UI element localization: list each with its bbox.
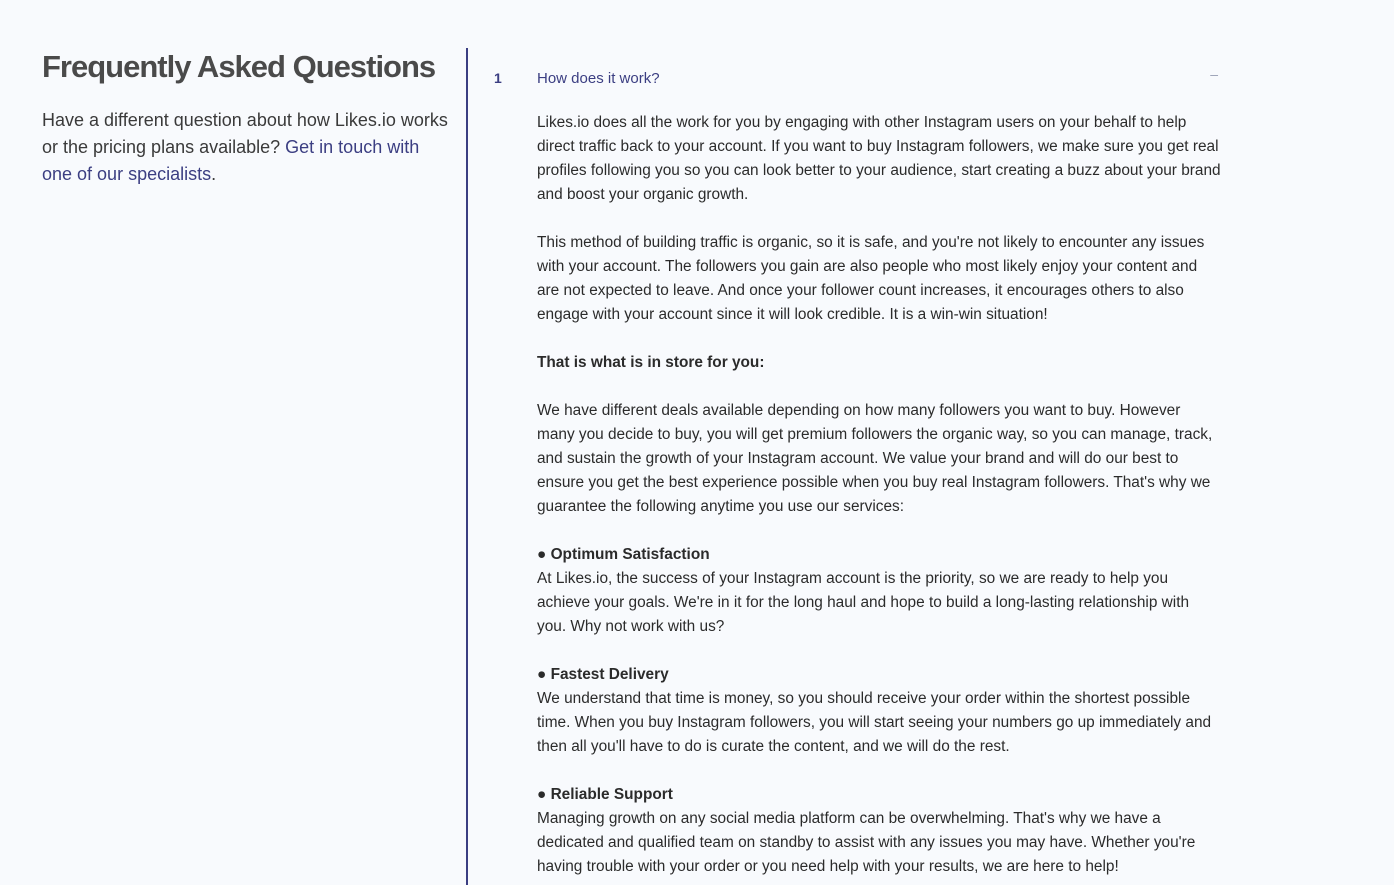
answer-heading: That is what is in store for you: (537, 354, 765, 371)
feature-item (537, 783, 1221, 879)
feature-item (537, 543, 1221, 639)
faq-subtitle-end: . (211, 164, 217, 184)
feature-text: At Likes.io, the success of your Instagram account is the priority, so we are ready to help you achieve your goals. We're in it for the long haul and hope to build a long-lasting relationship with you. Why not work with us? (537, 570, 1190, 635)
contact-specialists-link[interactable]: Get in touch with one of our specialists (42, 137, 420, 184)
feature-title: ● Reliable Support (537, 786, 673, 803)
answer-paragraph: This method of building traffic is organic, so it is safe, and you're not likely to encounter any issues with your account. The followers you gain are also people who most likely enjoy your content and are not expected to leave. And once your follower count increases, it encourages others to also engage with your account since it will look credible. It is a win-win situation! (537, 234, 1205, 323)
answer-paragraph: We have different deals available depending on how many followers you want to buy. However many you decide to buy, you will get premium followers the organic way, so you can manage, track, and sustain the growth of your Instagram account. We value your brand and will do our best to ensure you get the best experience possible when you buy real Instagram followers. That's why we guarantee the following anytime you use our services: (537, 402, 1213, 515)
faq-question-header[interactable] (494, 66, 1224, 94)
faq-accordion (494, 66, 1224, 885)
feature-item (537, 663, 1221, 759)
answer-paragraph: Likes.io does all the work for you by engaging with other Instagram users on your behalf to help direct traffic back to your account. If you want to buy Instagram followers, we make sure you get real profiles following you so you can look better to your audience, start creating a buzz about your brand and boost your organic growth. (537, 114, 1221, 203)
question-text[interactable]: How does it work? (537, 70, 660, 87)
feature-text: Managing growth on any social media platform can be overwhelming. That's why we have a dedicated and qualified team on standby to assist with any issues you may have. Whether you're having trouble with your order or you need help with your results, we are here to help! (537, 810, 1196, 875)
faq-answer (537, 111, 1221, 879)
feature-text: We understand that time is money, so you should receive your order within the shortest possible time. When you buy Instagram followers, you will start seeing your numbers go up immediately and then all you'll have to do is curate the content, and we will do the rest. (537, 690, 1212, 755)
faq-title: Frequently Asked Questions (42, 49, 436, 84)
question-number: 1 (494, 70, 502, 86)
faq-subtitle-text: Have a different question about how Likes.io works or the pricing plans available? (42, 110, 448, 157)
faq-intro (42, 44, 452, 188)
feature-title: ● Fastest Delivery (537, 666, 669, 683)
feature-title: ● Optimum Satisfaction (537, 546, 710, 563)
collapse-icon[interactable]: – (1210, 66, 1218, 82)
faq-subtitle (42, 107, 452, 188)
faq-divider (466, 48, 468, 885)
